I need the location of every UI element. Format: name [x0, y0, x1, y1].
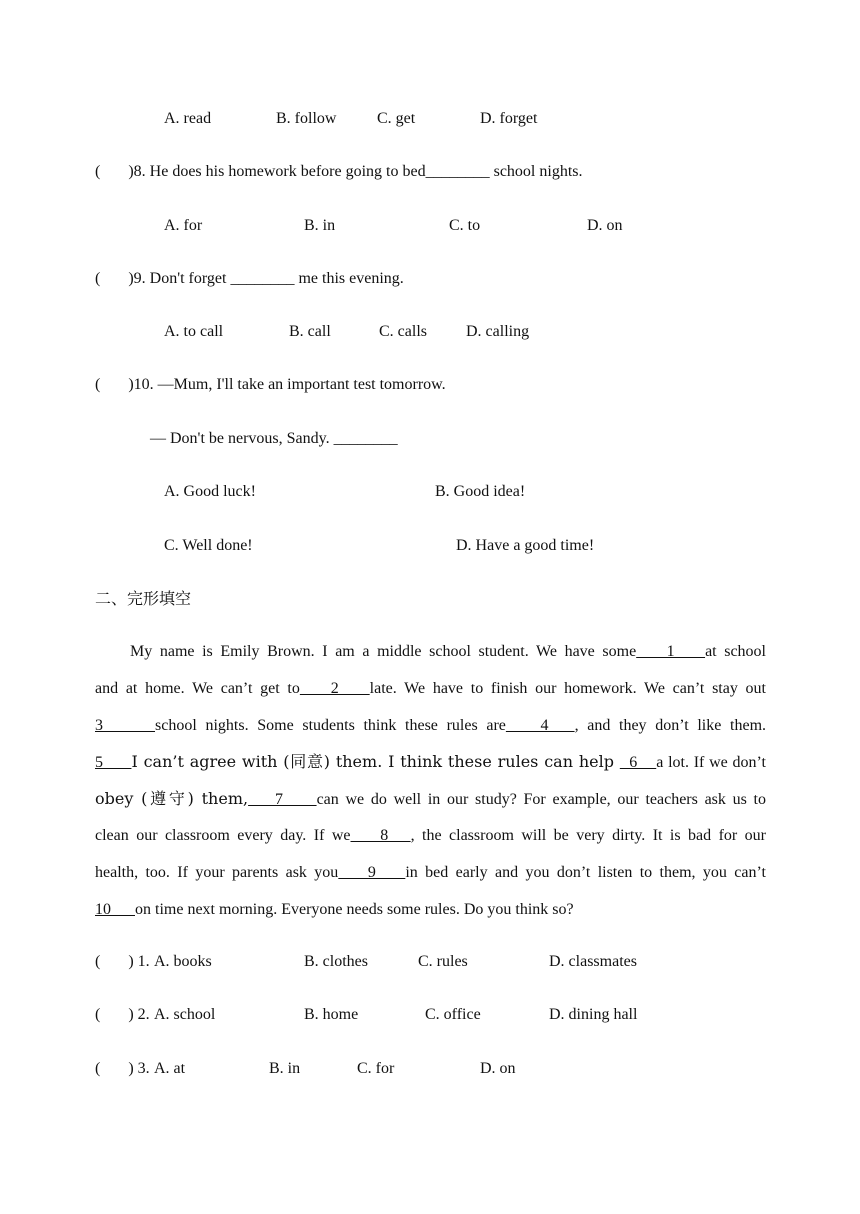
blank-6[interactable]: 6: [619, 754, 657, 772]
cloze-question-1: [95, 952, 150, 972]
q8-option-d: D. on: [587, 217, 623, 234]
passage-line: 10 on time next morning. Everyone needs some rules. Do you think so?: [95, 900, 574, 918]
q7-option-c: C. get: [377, 110, 416, 127]
q8-option-c: C. to: [449, 217, 481, 234]
passage-line: and at home. We can’t get to 2 late. We have to finish our homework. We can’t stay out: [95, 679, 767, 697]
question-text: 10. —Mum, I'll take an important test tomorrow.: [133, 376, 446, 393]
passage-line: 3 school nights. Some students think these rules are 4 , and they don’t like them.: [95, 716, 767, 734]
c1-option-c: C. rules: [418, 953, 468, 970]
q8-option-b: B. in: [304, 217, 336, 234]
question-number: 1.: [137, 953, 150, 970]
q10-option-d: D. Have a good time!: [456, 537, 595, 554]
c3-option-c: C. for: [357, 1060, 395, 1077]
answer-paren-open: (: [95, 163, 101, 180]
passage-line: health, too. If your parents ask you 9 in bed early and you don’t listen to them, you can’t: [95, 863, 766, 881]
blank-4[interactable]: 4: [505, 716, 575, 734]
blank-1[interactable]: 1: [636, 643, 706, 660]
answer-paren-open: (: [95, 270, 101, 287]
q9-option-a: A. to call: [164, 323, 224, 340]
q10-option-b: B. Good idea!: [435, 483, 526, 500]
answer-paren-close: ): [128, 376, 134, 393]
answer-paren-open: (: [95, 376, 101, 393]
answer-paren-open: (: [95, 1006, 101, 1023]
blank-7[interactable]: 7: [248, 791, 317, 809]
q10-reply: — Don't be nervous, Sandy. ________: [150, 430, 398, 447]
answer-paren-close: ): [128, 163, 134, 180]
answer-paren-close: ): [128, 270, 134, 287]
answer-paren-close: ): [128, 1006, 134, 1023]
c2-option-c: C. office: [425, 1006, 481, 1023]
c3-option-a: A. at: [154, 1060, 186, 1077]
c3-option-b: B. in: [269, 1060, 301, 1077]
answer-paren-close: ): [128, 953, 134, 970]
passage-line: obey (遵守) them, 7 can we do well in our study? For example, our teachers ask us to: [95, 789, 767, 809]
blank-3[interactable]: 3: [95, 716, 156, 734]
q9-option-d: D. calling: [466, 323, 530, 340]
blank-9[interactable]: 9: [338, 863, 406, 881]
question-8: [95, 162, 582, 182]
question-9: [95, 269, 404, 289]
c1-option-b: B. clothes: [304, 953, 368, 970]
question-number: 2.: [137, 1006, 150, 1023]
c1-option-a: A. books: [154, 953, 212, 970]
question-text: 8. He does his homework before going to bed________ school nights.: [133, 163, 583, 180]
c2-option-b: B. home: [304, 1006, 359, 1023]
q8-option-a: A. for: [164, 217, 203, 234]
passage-line: My name is Emily Brown. I am a middle school student. We have some 1 at school: [130, 643, 766, 660]
blank-5[interactable]: 5: [95, 754, 132, 772]
q9-option-c: C. calls: [379, 323, 427, 340]
blank-2[interactable]: 2: [299, 679, 370, 697]
cloze-question-3: [95, 1059, 150, 1079]
q10-option-a: A. Good luck!: [164, 483, 256, 500]
c2-option-a: A. school: [154, 1006, 216, 1023]
passage-line: 5 I can’t agree with (同意) them. I think these rules can help 6 a lot. If we don’t: [95, 752, 766, 772]
question-number: 3.: [137, 1060, 150, 1077]
cloze-passage: [95, 634, 766, 928]
q7-option-d: D. forget: [480, 110, 538, 127]
c2-option-d: D. dining hall: [549, 1006, 638, 1023]
q7-option-b: B. follow: [276, 110, 337, 127]
q9-option-b: B. call: [289, 323, 331, 340]
q10-option-c: C. Well done!: [164, 537, 253, 554]
answer-paren-close: ): [128, 1060, 134, 1077]
blank-8[interactable]: 8: [350, 826, 411, 844]
c3-option-d: D. on: [480, 1060, 516, 1077]
passage-line: clean our classroom every day. If we 8 , the classroom will be very dirty. It is bad for our: [95, 826, 767, 844]
c1-option-d: D. classmates: [549, 953, 637, 970]
q7-option-a: A. read: [164, 110, 212, 127]
cloze-question-2: [95, 1005, 150, 1025]
question-10: [95, 375, 446, 395]
answer-paren-open: (: [95, 1060, 101, 1077]
section-title: 二、完形填空: [95, 589, 192, 608]
question-text: 9. Don't forget ________ me this evening.: [133, 270, 404, 287]
blank-10[interactable]: 10: [95, 900, 135, 918]
answer-paren-open: (: [95, 953, 101, 970]
